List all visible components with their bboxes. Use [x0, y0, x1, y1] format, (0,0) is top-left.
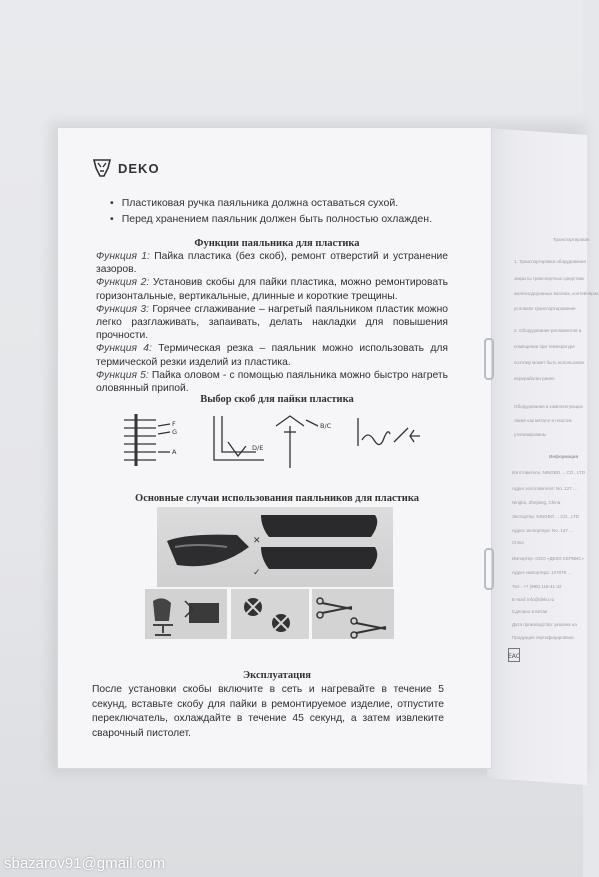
right-line: условиях транспортирования: [514, 306, 576, 311]
function-item: [96, 342, 448, 368]
eac-mark-icon: [508, 648, 520, 662]
gear-illustration: [231, 589, 309, 639]
right-line: Оборудования и комплектующих: [514, 404, 583, 409]
scissors-illustration: [312, 589, 394, 639]
cutting-repair-image: [231, 589, 309, 639]
right-line: Транспортирован: [553, 237, 590, 242]
right-line: Дата производства: указана на: [512, 622, 577, 627]
function-item: [96, 276, 448, 302]
clips-heading: Выбор скоб для пайки пластика: [200, 394, 354, 405]
right-line: Импортер: ООО «ДЕКО СЕРВИС»: [512, 556, 585, 561]
right-line: Продукция сертифицирована: [512, 635, 574, 640]
chair-illustration: [145, 589, 227, 639]
right-line: железнодорожных вагонах, контейнерах: [514, 291, 599, 296]
function-label: Функция 5:: [96, 369, 149, 381]
clip-label-f: F: [172, 420, 176, 428]
function-text: Пайка оловом - с помощью паяльника можно быстро нагреть оловянный припой.: [96, 369, 448, 395]
svg-text:EAC: EAC: [508, 653, 520, 660]
right-line: закрыты транспортных средствах: [514, 276, 585, 281]
right-line: Адрес импортера: 107076 ...: [512, 570, 572, 575]
right-line: помещении при температуре: [514, 344, 575, 349]
right-line: Сделано в Китае: [512, 609, 548, 614]
right-line: утилизированы: [514, 432, 547, 437]
operation-heading: Эксплуатация: [243, 670, 311, 681]
bumper-repair-image: [157, 507, 393, 587]
function-text: Термическая резка – паяльник можно использовать для термической резки изделий из пластика.: [96, 343, 448, 368]
clip-label-g: G: [172, 428, 178, 436]
wave-clip-icon: [358, 418, 420, 446]
bullet-item: [110, 211, 460, 227]
staple-top: [484, 338, 494, 380]
right-line: Изготовитель: NINGBO ... CO., LTD: [512, 470, 586, 475]
right-line: также как металл и пластик: [514, 418, 572, 423]
right-line: Адрес изготовителя: No. 127 ...: [512, 486, 577, 491]
brand-name: DEKO: [118, 160, 160, 176]
function-text: Установив скобы для пайки пластика, можно ремонтировать горизонтальные, вертикальные, длинные и короткие трещины.: [96, 277, 448, 302]
transformer-logo-icon: [92, 158, 112, 178]
bullet-item: [110, 195, 460, 211]
chair-repair-image: [145, 589, 227, 639]
functions-list: [96, 250, 448, 395]
function-text: Пайка пластика (без скоб), ремонт отверстий и устранение зазоров.: [96, 251, 448, 276]
right-line: 2. Оборудование регламентов в: [514, 328, 582, 333]
function-label: Функция 1:: [96, 251, 150, 262]
right-line: Ningbo, Zhejiang, China: [512, 500, 561, 505]
watermark: sbazarov91@gmail.com: [4, 855, 166, 872]
clips-diagram: [118, 412, 428, 472]
right-line: 1. Транспортировка оборудования: [514, 259, 586, 264]
clip-label-a: A: [172, 448, 177, 456]
svg-text:✕: ✕: [253, 536, 261, 546]
right-line: поэтому может быть использован: [514, 360, 585, 365]
right-line: Тел.: +7 (995) 118-41-32: [512, 584, 562, 589]
angled-clip-icon: [214, 416, 264, 460]
right-line: Информация: [549, 454, 579, 459]
brand-logo: [92, 158, 160, 178]
right-line: China: [512, 540, 524, 545]
clip-stack-icon: [124, 414, 170, 466]
function-label: Функция 2:: [96, 277, 150, 289]
clip-label-de: D/E: [252, 444, 264, 452]
right-line: Адрес экспортера: No. 127 ...: [512, 528, 573, 533]
tin-soldering-image: [312, 589, 394, 639]
function-item: [96, 303, 448, 343]
staple-bottom: [484, 548, 494, 590]
function-text: Горячее сглаживание – нагретый паяльником пластик можно легко разглаживать, запаивать, делать накладки для повышения прочности.: [96, 303, 448, 342]
bullet-list: [110, 195, 460, 227]
bullet-text: • Пластиковая ручка паяльника должна оставаться сухой.: [121, 197, 399, 209]
function-item: [96, 369, 448, 395]
functions-heading: Функции паяльника для пластика: [194, 238, 360, 249]
function-label: Функция 4:: [96, 343, 152, 355]
right-line: перерабатан ранее: [514, 376, 555, 381]
clip-label-bc: B/C: [320, 422, 332, 430]
right-line: E-mail: info@deko.ru: [512, 597, 555, 602]
function-item: [96, 250, 448, 276]
bullet-text: • Перед хранением паяльник должен быть полностью охлажден.: [121, 213, 432, 225]
t-clip-icon: [276, 416, 318, 468]
bumper-illustration: [157, 507, 393, 587]
svg-text:✓: ✓: [253, 568, 261, 578]
operation-text: После установки скобы включите в сеть и нагревайте в течение 5 секунд, вставьте скобу для пайки в ремонтируемое изделие, отпустите переключатель, охлаждайте в течение 45 секунд, а затем извлеките сварочный пистолет.: [92, 684, 444, 739]
cases-heading: Основные случаи использования паяльников для пластика: [135, 493, 419, 504]
right-line: Экспортер: NINGBO ... CO., LTD: [512, 514, 580, 519]
function-label: Функция 3:: [96, 303, 149, 315]
